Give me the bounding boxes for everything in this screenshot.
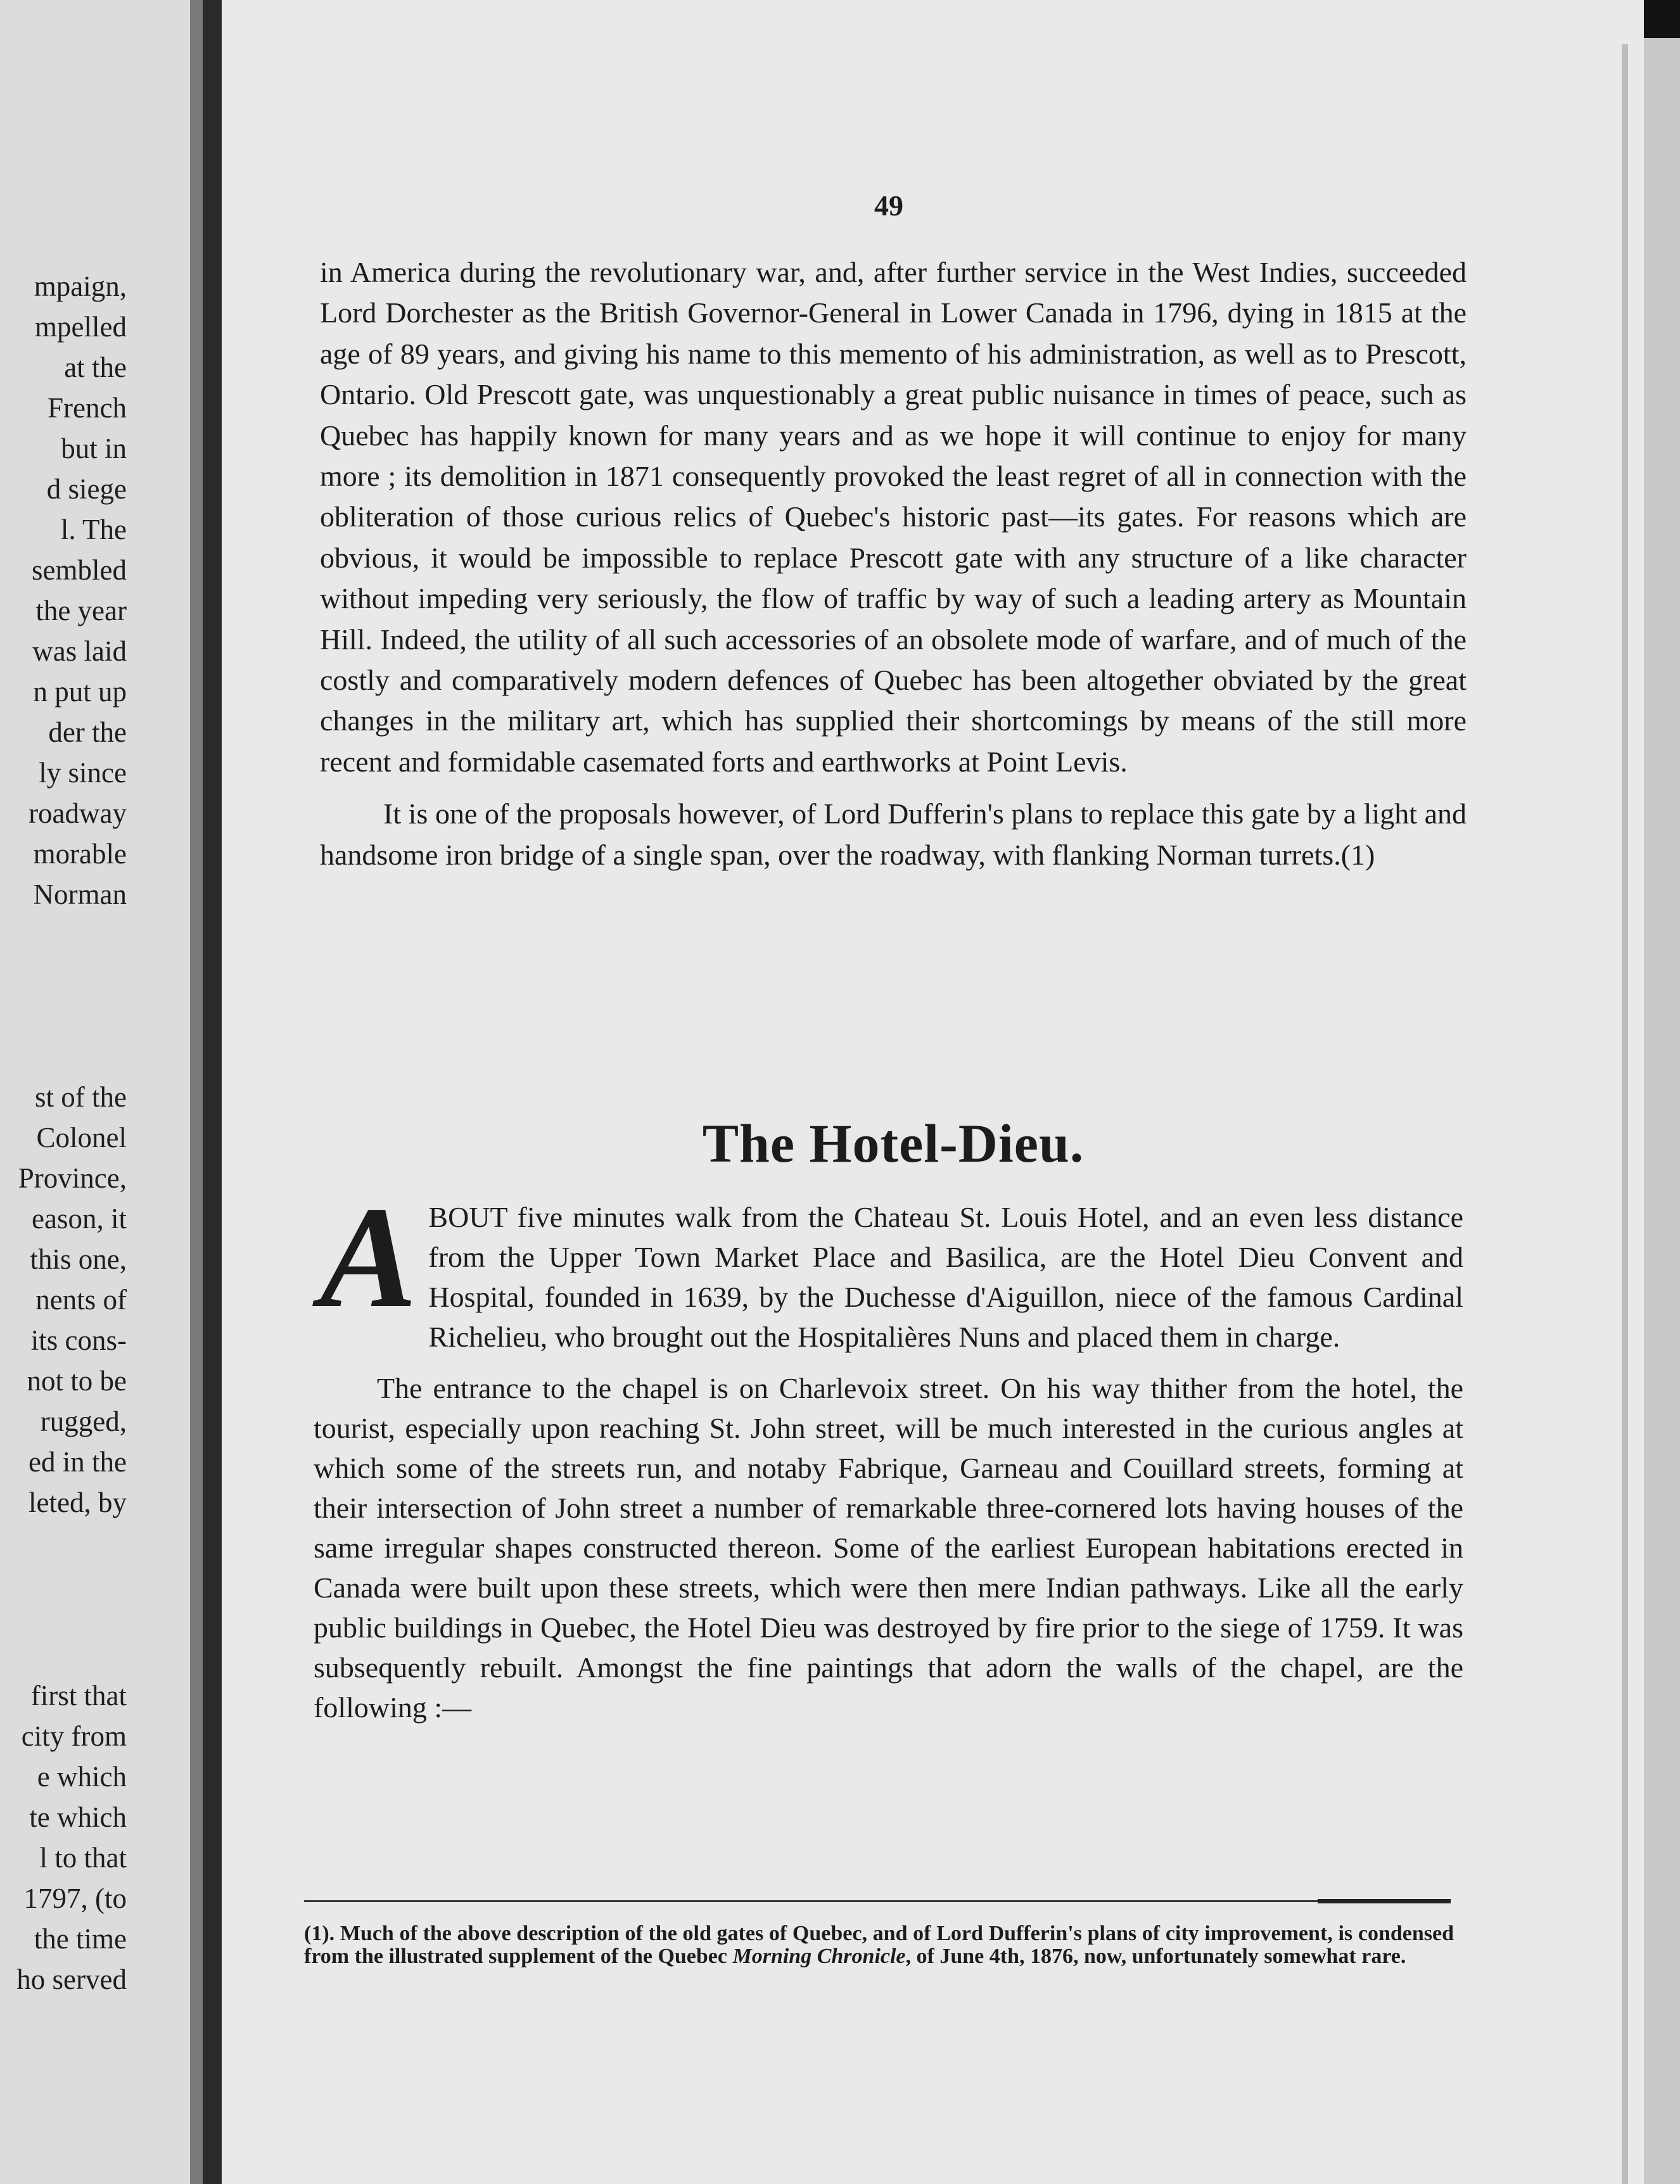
page-edge xyxy=(1644,38,1680,2184)
previous-page-line: roadway xyxy=(29,797,127,829)
previous-page xyxy=(0,0,203,2184)
previous-page-line: st of the xyxy=(35,1081,127,1113)
section-body xyxy=(314,1176,1463,1727)
previous-page-line: morable xyxy=(33,838,127,870)
previous-page-line: not to be xyxy=(27,1365,127,1397)
previous-page-line: the time xyxy=(34,1923,127,1955)
previous-page-line: Norman xyxy=(33,879,127,910)
footnote-text: (1). Much of the above description of the old gates of Quebec, and of Lord Dufferin's plans of city improvement, is condensed from the illustrated supplement of the Quebec xyxy=(304,1922,1454,1968)
previous-page-line: first that xyxy=(30,1680,127,1711)
paragraph-3-text: BOUT five minutes walk from the Chateau St. Louis Hotel, and an even less distance from the Upper Town Market Place and Basilica, are the Hotel Dieu Convent and Hospital, founded in 1639, by the Duchesse d'Aiguillon, niece of the famous Cardinal Richelieu, who brought out the Hospitalières Nuns and placed them in charge. xyxy=(428,1201,1463,1353)
footnote xyxy=(304,1922,1454,1968)
previous-page-line: ly since xyxy=(39,757,127,789)
previous-page-line: 1797, (to xyxy=(23,1882,127,1914)
paragraph-2: It is one of the proposals however, of Lord Dufferin's plans to replace this gate by a light and handsome iron bridge of a single span, over the roadway, with flanking Norman turrets.(1) xyxy=(320,797,1467,871)
book-gutter-shadow xyxy=(190,0,203,2184)
drop-cap: A xyxy=(320,1176,417,1338)
page-number: 49 xyxy=(874,189,903,222)
body-text xyxy=(320,252,1467,875)
previous-page-line: eason, it xyxy=(32,1203,127,1235)
footnote-rule xyxy=(304,1900,1444,1902)
previous-page-line: d siege xyxy=(46,473,127,505)
book-gutter xyxy=(203,0,222,2184)
page-edge-inner xyxy=(1622,44,1628,2184)
previous-page-line: mpaign, xyxy=(34,270,127,302)
previous-page-line: Colonel xyxy=(36,1122,127,1153)
previous-page-line: the year xyxy=(35,595,127,626)
footnote-rule-end xyxy=(1318,1899,1451,1903)
previous-page-line: city from xyxy=(21,1720,127,1752)
previous-page-line: ho served xyxy=(16,1964,127,1995)
previous-page-line: nents of xyxy=(35,1284,127,1316)
previous-page-line: l. The xyxy=(60,514,127,545)
previous-page-line: e which xyxy=(37,1761,127,1793)
previous-page-line: its cons- xyxy=(30,1324,127,1356)
paragraph-1: in America during the revolutionary war, and, after further service in the West Indies, succeeded Lord Dorchester as the British Governor-General in Lower Canada in 1796, dying in 1815 at the age of 89 years, and giving his name to this memento of his administration, as well as to Prescott, Ontario. Old Prescott gate, was unquestionably a great public nuisance in times of peace, such as Quebec has happily known for many years and as we hope it will continue to enjoy for many more ; its demolition in 1871 consequently provoked the least regret of all in connection with the obliteration of those curious relics of Quebec's historic past—its gates. For reasons which are obvious, it would be impossible to replace Prescott gate with any structure of a like character without impeding very seriously, the flow of traffic by way of such a leading artery as Mountain Hill. Indeed, the utility of all such accessories of an obsolete mode of warfare, and of much of the costly and comparatively modern defences of Quebec has been altogether obviated by the great changes in the military art, which has supplied their shortcomings by means of the still more recent and formidable casemated forts and earthworks at Point Levis. xyxy=(320,256,1467,778)
paragraph-4: The entrance to the chapel is on Charlevoix street. On his way thither from the hotel, the tourist, especially upon reaching St. John street, will be much interested in the curious angles at which some of the streets run, and notaby Fabrique, Garneau and Couillard streets, forming at their intersection of John street a number of remarkable three-cornered lots having houses of the same irregular shapes constructed thereon. Some of the earliest European habitations erected in Canada were built upon these streets, which were then mere Indian pathways. Like all the early public buildings in Quebec, the Hotel Dieu was destroyed by fire prior to the siege of 1759. It was subsequently rebuilt. Amongst the fine paintings that adorn the walls of the chapel, are the following :— xyxy=(314,1372,1463,1724)
previous-page-line: n put up xyxy=(33,676,127,708)
previous-page-line: rugged, xyxy=(40,1406,127,1437)
previous-page-line: at the xyxy=(64,352,127,383)
footnote-publication: Morning Chronicle xyxy=(732,1945,906,1968)
previous-page-line: Province, xyxy=(18,1162,127,1194)
previous-page-line: sembled xyxy=(32,554,127,586)
previous-page-line: was laid xyxy=(32,635,127,667)
previous-page-line: te which xyxy=(29,1801,127,1833)
paragraph-3 xyxy=(314,1176,1463,1357)
previous-page-line: but in xyxy=(61,433,127,464)
footnote-text-end: , of June 4th, 1876, now, unfortunately somewhat rare. xyxy=(905,1945,1406,1968)
previous-page-line: ed in the xyxy=(29,1446,127,1478)
previous-page-line: der the xyxy=(48,716,127,748)
previous-page-line: leted, by xyxy=(29,1487,127,1518)
previous-page-line: French xyxy=(48,392,127,424)
previous-page-line: mpelled xyxy=(35,311,127,343)
previous-page-line: this one, xyxy=(30,1243,127,1275)
previous-page-line: l to that xyxy=(39,1842,127,1874)
section-heading: The Hotel-Dieu. xyxy=(702,1113,1085,1174)
